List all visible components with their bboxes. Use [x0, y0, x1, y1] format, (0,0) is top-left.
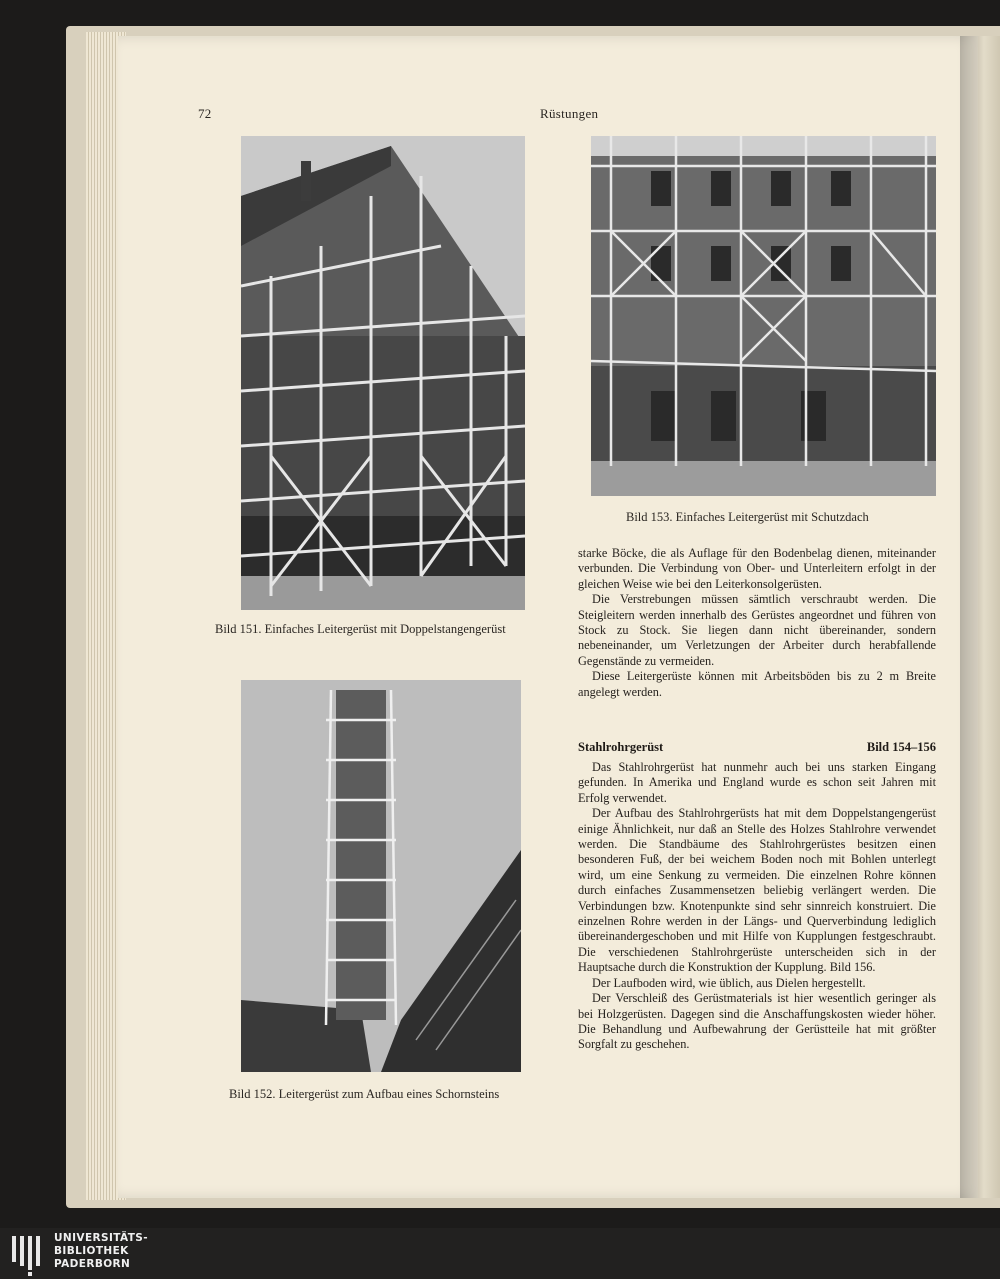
footer-bar — [0, 1228, 1000, 1279]
caption-bild-153: Bild 153. Einfaches Leitergerüst mit Schutzdach — [626, 510, 869, 524]
photo-bild-151 — [241, 136, 525, 610]
body-text-lower — [578, 760, 936, 1053]
section-heading — [578, 740, 936, 755]
logo-line-3: PADERBORN — [54, 1258, 131, 1270]
paragraph: Der Verschleiß des Gerüstmaterials ist hier wesentlich geringer als bei Holzgerüsten. Dagegen sind die Anschaffungskosten wieder höher. Die Behandlung und Aufbewahrung der Gerüstteile hat mit größter Sorgfalt zu geschehen. — [578, 991, 936, 1052]
paragraph: Die Verstrebungen müssen sämtlich verschraubt werden. Die Steigleitern werden innerhalb des Gerüstes angeordnet und führen von Stock zu Stock. Sie liegen dann nicht übereinander, sondern nebeneinander, um Verletzungen der Arbeiter durch herabfallende Gegenstände zu vermeiden. — [578, 592, 936, 668]
photo-bild-153 — [591, 136, 936, 496]
paragraph: starke Böcke, die als Auflage für den Bodenbelag dienen, miteinander verbunden. Die Verbindung von Ober- und Unterleitern erfolgt in der gleichen Weise wie bei den Leiterkonsolgerüsten. — [578, 546, 936, 591]
gutter — [960, 36, 1000, 1198]
running-title: Rüstungen — [540, 106, 599, 121]
logo-line-2: BIBLIOTHEK — [54, 1245, 129, 1257]
caption-bild-152: Bild 152. Leitergerüst zum Aufbau eines Schornsteins — [229, 1087, 500, 1101]
paragraph: Der Laufboden wird, wie üblich, aus Dielen hergestellt. — [592, 975, 866, 990]
section-heading-title: Stahlrohrgerüst — [578, 740, 664, 754]
paragraph: Das Stahlrohrgerüst hat nunmehr auch bei uns starken Eingang gefunden. In Amerika und England wurde es schon seit Jahren mit Erfolg verwendet. — [578, 760, 936, 805]
library-logo-text — [54, 1232, 148, 1271]
photo-bild-152 — [241, 680, 521, 1072]
paragraph: Der Aufbau des Stahlrohrgerüsts hat mit dem Doppelstangengerüst einige Ähnlichkeit, nur daß an Stelle des Holzes Stahlrohre verwendet werden. Die Standbäume des Stahlrohrgerüstes besitzen einen besonderen Fuß, der bei weichem Boden noch mit Bohlen unterlegt wird, um eine Senkung zu vermeiden. Die einzelnen Rohre können durch einfaches Zusammensetzen beliebig verlängert werden. Die Verbindungen bzw. Knotenpunkte sind sehr sinnreich konstruiert. Die einzelnen Rohre werden in der Längs- und Querverbindung lediglich übereinandergeschoben und mit Hilfe von Kupplungen festgeschraubt. Die verschiedenen Stahlrohrgerüste unterscheiden sich in der Hauptsache durch die Konstruktion der Kupplung. Bild 156. — [578, 806, 936, 975]
logo-line-1: UNIVERSITÄTS- — [54, 1232, 149, 1244]
body-text-upper — [578, 546, 936, 700]
paragraph: Diese Leitergerüste können mit Arbeitsböden bis zu 2 m Breite angelegt werden. — [578, 669, 936, 699]
library-logo-icon — [10, 1232, 44, 1276]
section-heading-ref: Bild 154–156 — [866, 740, 936, 754]
page-number: 72 — [198, 106, 212, 121]
caption-bild-151: Bild 151. Einfaches Leitergerüst mit Doppelstangengerüst — [215, 622, 506, 636]
